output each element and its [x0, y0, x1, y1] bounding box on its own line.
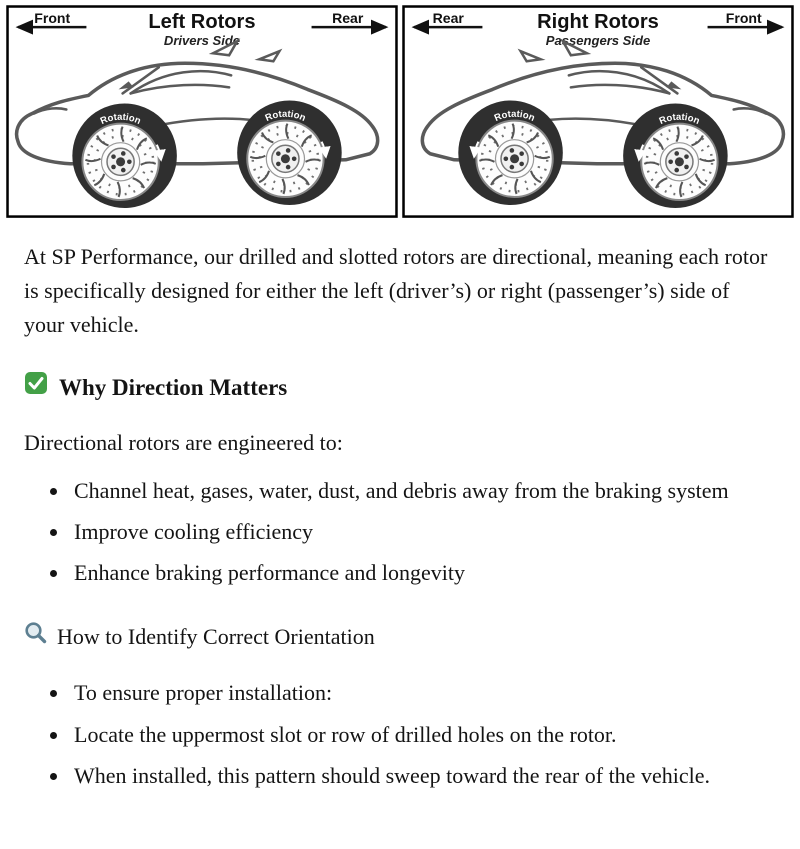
section-heading-text: How to Identify Correct Orientation — [57, 624, 375, 650]
check-icon — [24, 370, 48, 406]
orientation-steps-list — [24, 676, 774, 792]
section-heading-identify-orientation — [24, 620, 774, 654]
diagram-panel-right — [404, 7, 793, 217]
rotation-label: Rotation — [263, 108, 308, 125]
rotation-label: Rotation — [98, 111, 143, 128]
list-item: • When installed, this pattern should sweep toward the rear of the vehicle. — [70, 759, 774, 793]
rotation-label: Rotation — [657, 111, 702, 128]
engineered-to-lead: Directional rotors are engineered to: — [24, 430, 343, 455]
rear-label: Rear — [332, 10, 364, 27]
rotation-label: Rotation — [492, 108, 537, 125]
section-heading-text: Why Direction Matters — [59, 375, 288, 401]
front-label: Front — [34, 10, 71, 27]
list-item: • Enhance braking performance and longevity — [70, 556, 774, 590]
intro-paragraph: At SP Performance, our drilled and slotted rotors are directional, meaning each rotor is specifically designed for either the left (driver’s) or right (passenger’s) side of your vehicle. — [24, 244, 768, 338]
article-body — [0, 218, 800, 849]
panel-subtitle: Passengers Side — [545, 33, 651, 49]
rotor-direction-diagram — [0, 0, 800, 218]
list-item: • To ensure proper installation: — [70, 676, 774, 710]
diagram-panel-left — [8, 7, 397, 217]
section-heading-why-direction-matters — [24, 370, 774, 406]
rotor-diagram-svg — [6, 5, 794, 218]
panel-title: Right Rotors — [537, 11, 659, 34]
list-item: • Channel heat, gases, water, dust, and debris away from the braking system — [70, 474, 774, 508]
panel-subtitle: Drivers Side — [163, 33, 241, 49]
list-item: • Locate the uppermost slot or row of drilled holes on the rotor. — [70, 718, 774, 752]
front-label: Front — [725, 10, 762, 27]
list-item: • Improve cooling efficiency — [70, 515, 774, 549]
panel-title: Left Rotors — [148, 11, 256, 34]
rear-label: Rear — [432, 10, 464, 27]
benefits-list — [24, 474, 774, 590]
magnifier-icon — [24, 620, 47, 654]
